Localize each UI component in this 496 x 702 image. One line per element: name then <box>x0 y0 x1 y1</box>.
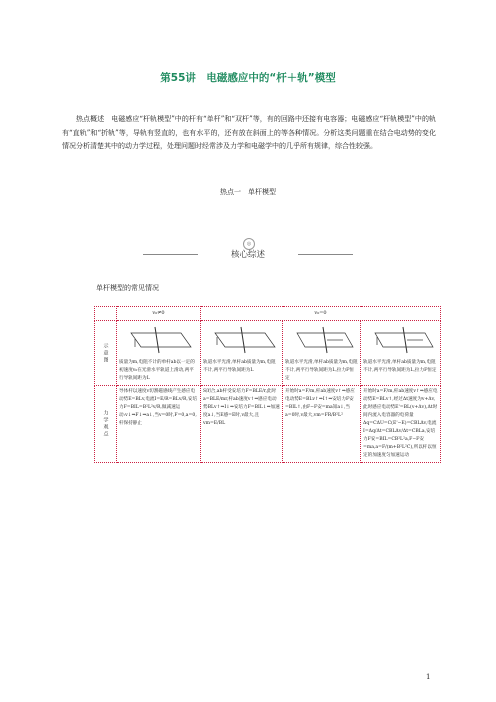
analysis-cell-2: S闭合,ab杆受安培力F=BLE/r,此时a=BLE/mr,杆ab速度v↑⇒感应电动势BLv↑⇒I↓⇒安培力F=BIL↓⇒加速度a↓,当E感=E时,v最大,且vm=E/BL <box>201 386 283 463</box>
cell-diagram-4 <box>361 321 441 386</box>
section-label: 单杆模型的常见情况 <box>96 284 159 292</box>
rail-diagram-2 <box>205 325 281 359</box>
rail-diagram-3 <box>287 325 359 359</box>
header-v0-zero: v₀=0 <box>201 307 441 321</box>
analysis-cell-4: 开始时a=F/m,杆ab速度v↑⇒感应电动势E=BLv↑,经过Δt速度为v+Δv,此时感应电动势E'=BL(v+Δv),Δt时间内流入电容器的电荷量Δq=CΔU=C(E'−E)=CBLΔv,电流I=Δq/Δt=CBLΔv/Δt=CBLa,安培力F安=BIL=CB²L²a,F−F安=ma,a=F/(m+B²L²C),所以杆以恒定的加速度匀加速运动 <box>361 386 441 463</box>
subheading: 热点一 单杆模型 <box>220 188 276 196</box>
banner-badge-icon: ◎ <box>243 238 255 250</box>
cell-diagram-1 <box>117 321 201 386</box>
rail-diagram-4 <box>365 325 439 359</box>
rail-diagram-1 <box>121 325 197 359</box>
cell-diagram-2 <box>201 321 283 386</box>
analysis-cell-3: 开始时a=F/m,杆ab速度v↑⇒感应电动势E=BLv↑⇒I↑⇒安培力F安=BIL↑,由F−F安=ma知a↓,当a=0时,v最大,vm=FR/B²L² <box>283 386 361 463</box>
diagram-desc-3: 轨道水平光滑,单杆ab质量为m,电阻不计,两平行导轨间距为L,拉力F恒定 <box>285 360 358 381</box>
cell-diagram-3 <box>283 321 361 386</box>
banner-title: 核心综述 <box>230 250 265 260</box>
intro-paragraph: 热点概述 电磁感应“杆轨模型”中的杆有“单杆”和“双杆”等，有的回路中还接有电容器；电磁感应“杆轨模型”中的轨有“直轨”和“折轨”等，导轨有竖直的，也有水平的，还有放在斜面上的等各种情况。分析这类问题重在结合电动势的变化情况分析清楚其中的动力学过程，处理问题时经常涉及力学和电磁学中的几乎所有规律，综合性较强。 <box>62 115 436 150</box>
page-number: 1 <box>426 673 431 681</box>
page-title: 第55讲 电磁感应中的“杆＋轨”模型 <box>160 72 336 84</box>
banner-rule-right <box>298 254 353 255</box>
diagram-desc-1: 质量为m,电阻不计的单杆ab以一定的初速度v₀在光滑水平轨道上滑动,两平行导轨间距为L <box>119 360 195 381</box>
row-label-diagram: 示意图 <box>95 321 117 386</box>
diagram-desc-4: 轨道水平光滑,单杆ab质量为m,电阻不计,两平行导轨间距为L,拉力F恒定 <box>363 360 437 373</box>
header-v0-nonzero: v₀≠0 <box>117 307 201 321</box>
table-corner <box>95 307 117 321</box>
row-label-analysis: 力学观点 <box>95 386 117 463</box>
diagram-desc-2: 轨道水平光滑,单杆ab质量为m,电阻不计,两平行导轨间距为L <box>203 360 276 373</box>
section-banner <box>143 241 353 262</box>
model-table <box>94 306 441 463</box>
analysis-cell-1: 导体杆以速度v切割磁感线产生感应电动势E=BLv,电流I=E/R=BLv/R,安培力F=BIL=B²L²v/R,做减速运动:v↓⇒F↓⇒a↓,当v=0时,F=0,a=0,杆保持静止 <box>117 386 201 463</box>
